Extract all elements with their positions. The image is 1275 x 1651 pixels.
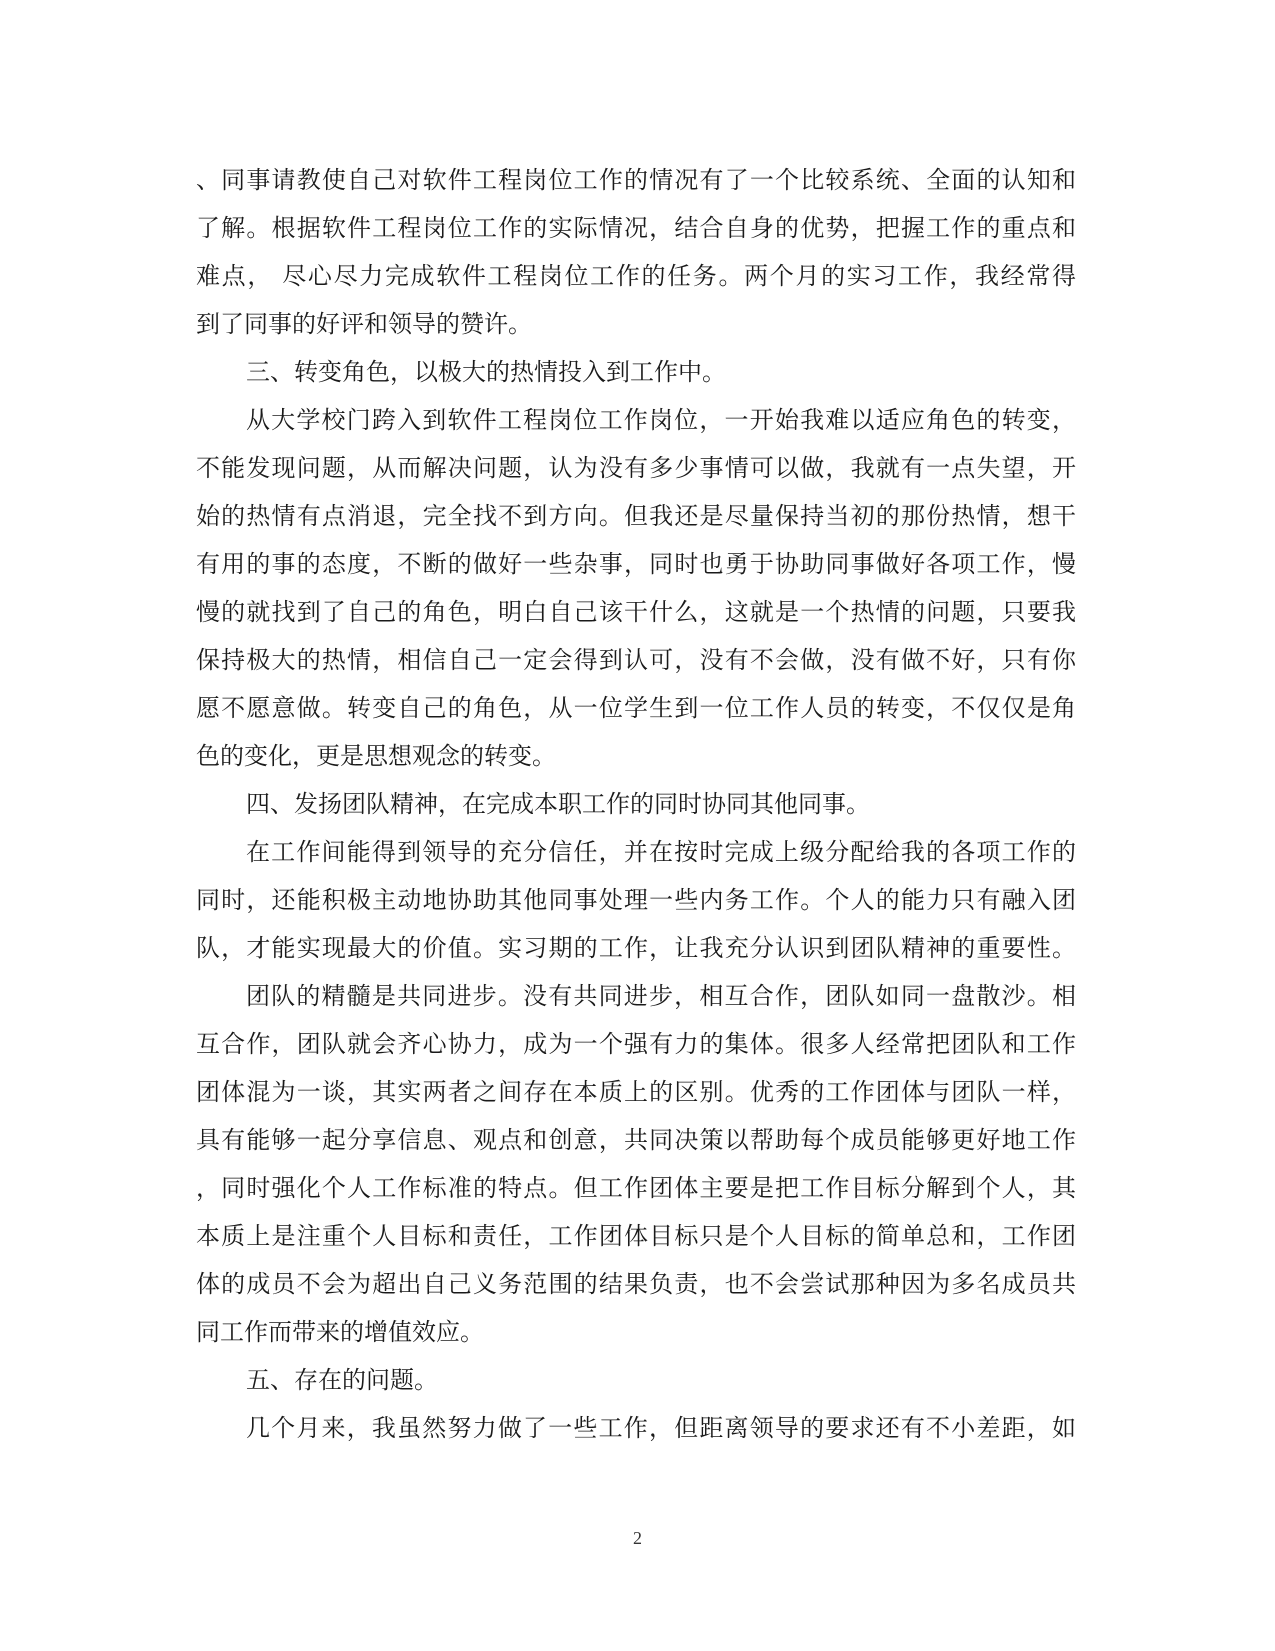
text-line: 了解。根据软件工程岗位工作的实际情况，结合自身的优势，把握工作的重点和 bbox=[196, 214, 1076, 242]
text-line: 愿不愿意做。转变自己的角色，从一位学生到一位工作人员的转变，不仅仅是角 bbox=[196, 694, 1076, 722]
text-line: 难点， 尽心尽力完成软件工程岗位工作的任务。两个月的实习工作，我经常得 bbox=[196, 262, 1076, 290]
text-line: 色的变化，更是思想观念的转变。 bbox=[196, 742, 556, 770]
text-line: 从大学校门跨入到软件工程岗位工作岗位，一开始我难以适应角色的转变， bbox=[246, 406, 1076, 434]
text-line: 在工作间能得到领导的充分信任，并在按时完成上级分配给我的各项工作的 bbox=[246, 838, 1076, 866]
text-line: 不能发现问题，从而解决问题，认为没有多少事情可以做，我就有一点失望，开 bbox=[196, 454, 1076, 482]
text-line: 慢的就找到了自己的角色，明白自己该干什么，这就是一个热情的问题，只要我 bbox=[196, 598, 1076, 626]
text-line: 保持极大的热情，相信自己一定会得到认可，没有不会做，没有做不好，只有你 bbox=[196, 646, 1076, 674]
text-line: 本质上是注重个人目标和责任，工作团体目标只是个人目标的简单总和，工作团 bbox=[196, 1222, 1076, 1250]
text-line: ，同时强化个人工作标准的特点。但工作团体主要是把工作目标分解到个人，其 bbox=[196, 1174, 1076, 1202]
text-line: 有用的事的态度，不断的做好一些杂事，同时也勇于协助同事做好各项工作，慢 bbox=[196, 550, 1076, 578]
text-line: 同时，还能积极主动地协助其他同事处理一些内务工作。个人的能力只有融入团 bbox=[196, 886, 1076, 914]
text-line: 几个月来，我虽然努力做了一些工作，但距离领导的要求还有不小差距，如 bbox=[246, 1414, 1076, 1442]
text-line: 、同事请教使自己对软件工程岗位工作的情况有了一个比较系统、全面的认知和 bbox=[196, 166, 1076, 194]
text-line: 始的热情有点消退，完全找不到方向。但我还是尽量保持当初的那份热情，想干 bbox=[196, 502, 1076, 530]
text-line: 具有能够一起分享信息、观点和创意，共同决策以帮助每个成员能够更好地工作 bbox=[196, 1126, 1076, 1154]
text-line: 团队的精髓是共同进步。没有共同进步，相互合作，团队如同一盘散沙。相 bbox=[246, 982, 1076, 1010]
text-line: 互合作，团队就会齐心协力，成为一个强有力的集体。很多人经常把团队和工作 bbox=[196, 1030, 1076, 1058]
section-heading: 三、转变角色，以极大的热情投入到工作中。 bbox=[246, 358, 726, 386]
text-line: 队，才能实现最大的价值。实习期的工作，让我充分认识到团队精神的重要性。 bbox=[196, 934, 1076, 962]
text-line: 到了同事的好评和领导的赞许。 bbox=[196, 310, 532, 338]
page-number: 2 bbox=[633, 1528, 642, 1548]
text-line: 同工作而带来的增值效应。 bbox=[196, 1318, 484, 1346]
body-text bbox=[196, 156, 1076, 1452]
text-line: 团体混为一谈，其实两者之间存在本质上的区别。优秀的工作团体与团队一样， bbox=[196, 1078, 1076, 1106]
section-heading: 五、存在的问题。 bbox=[246, 1366, 438, 1394]
section-heading: 四、发扬团队精神，在完成本职工作的同时协同其他同事。 bbox=[246, 790, 870, 818]
text-line: 体的成员不会为超出自己义务范围的结果负责，也不会尝试那种因为多名成员共 bbox=[196, 1270, 1076, 1298]
